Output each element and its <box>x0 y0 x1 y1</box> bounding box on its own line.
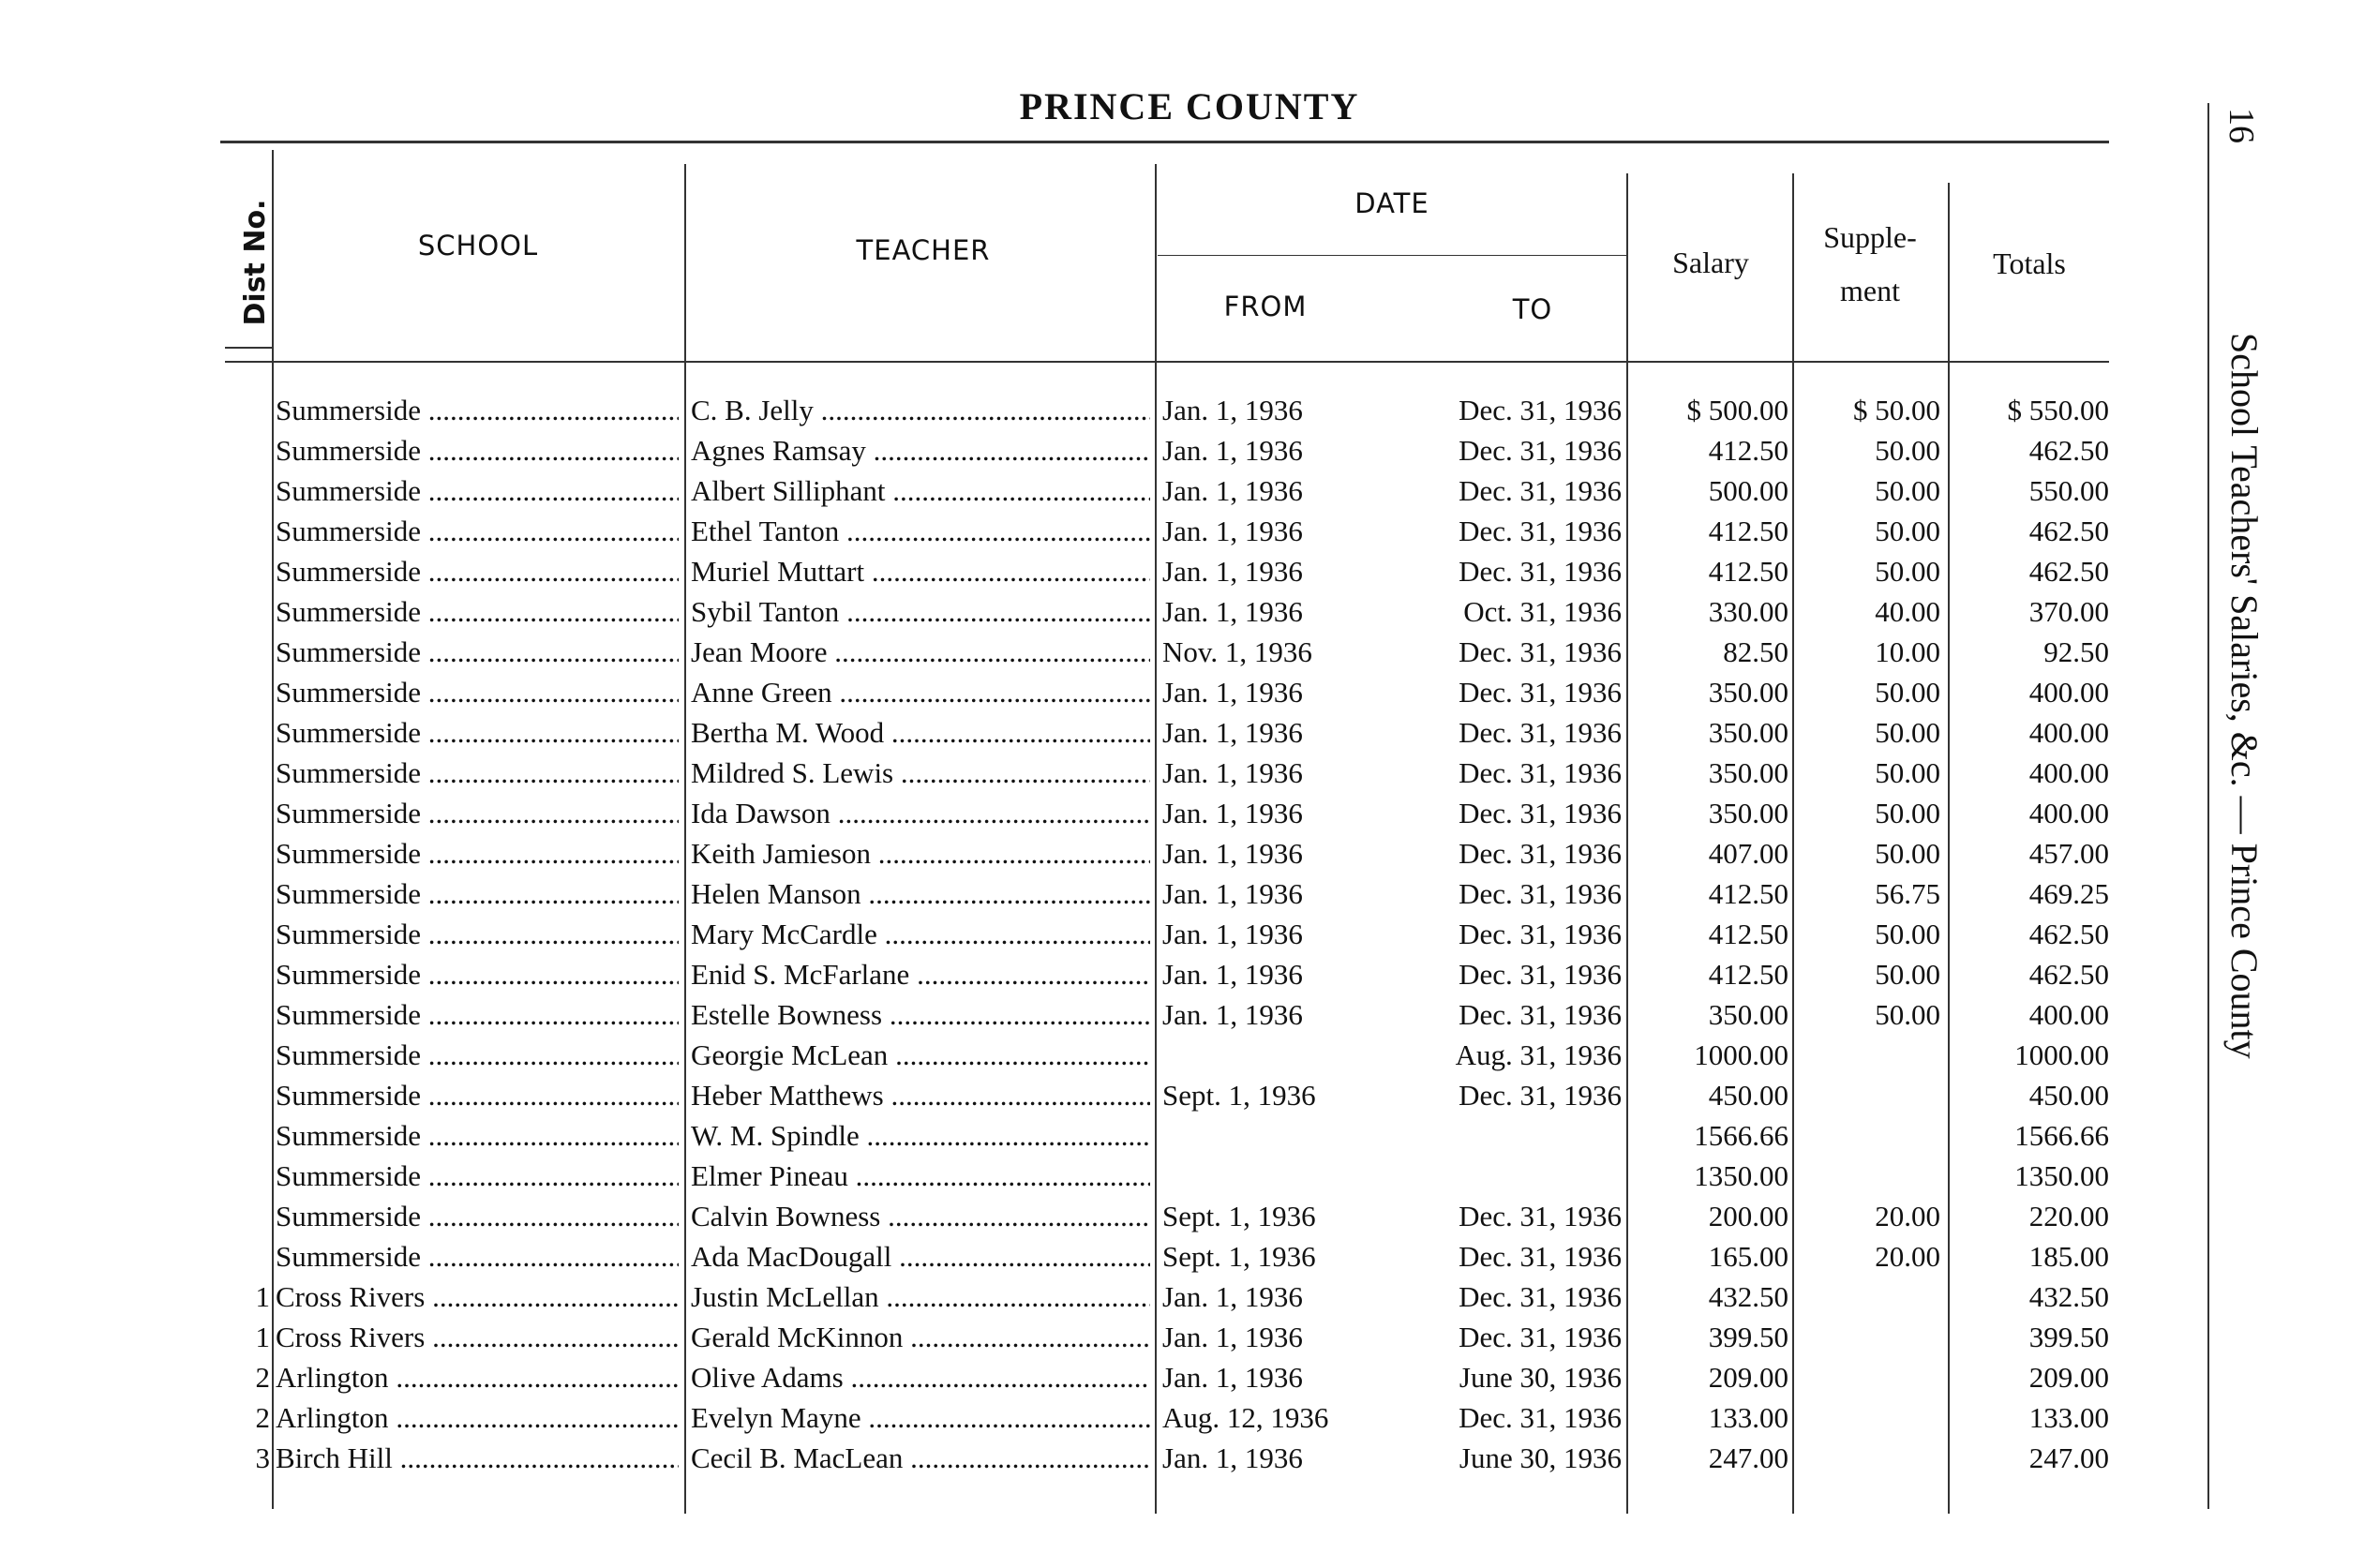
teacher-cell: Cecil B. MacLean ..... <box>691 1441 1150 1475</box>
school-cell: Summerside ..... <box>276 998 679 1032</box>
teacher-cell: Ada MacDougall ..... <box>691 1240 1150 1274</box>
teacher-cell: Georgie McLean ..... <box>691 1038 1150 1072</box>
table-row <box>0 635 2379 676</box>
header-from: FROM <box>1223 291 1308 322</box>
to-date-cell: June 30, 1936 <box>1459 1361 1622 1394</box>
header-supplement-line2: ment <box>1840 274 1900 307</box>
teacher-cell: Heber Matthews ..... <box>691 1079 1150 1113</box>
supplement-cell: 50.00 <box>1875 474 1940 507</box>
total-cell: 450.00 <box>2028 1079 2109 1112</box>
header-dist-no: Dist No. <box>239 199 272 326</box>
table-row <box>0 474 2379 515</box>
teacher-cell: Muriel Muttart ..... <box>691 555 1150 589</box>
supplement-cell: 50.00 <box>1875 998 1940 1031</box>
to-date-cell: Dec. 31, 1936 <box>1459 877 1622 910</box>
teacher-cell: Elmer Pineau ..... <box>691 1159 1150 1193</box>
to-date-cell: Dec. 31, 1936 <box>1459 837 1622 870</box>
table-row <box>0 676 2379 716</box>
teacher-cell: W. M. Spindle ..... <box>691 1119 1150 1153</box>
from-date-cell: Nov. 1, 1936 <box>1162 635 1312 668</box>
to-date-cell: Oct. 31, 1936 <box>1463 595 1622 628</box>
total-cell: 400.00 <box>2028 676 2109 709</box>
to-date-cell: Dec. 31, 1936 <box>1459 676 1622 709</box>
school-cell: Summerside ..... <box>276 837 679 871</box>
dist-cell: 1 <box>255 1321 270 1353</box>
salary-cell: 1350.00 <box>1694 1159 1788 1192</box>
header-school: SCHOOL <box>417 230 539 261</box>
header-teacher: TEACHER <box>856 234 991 266</box>
total-cell: 400.00 <box>2028 756 2109 789</box>
teacher-cell: Sybil Tanton ..... <box>691 595 1150 629</box>
school-cell: Summerside ..... <box>276 474 679 508</box>
salary-cell: 412.50 <box>1708 434 1788 467</box>
table-row <box>0 1079 2379 1119</box>
header-supplement-line1: Supple- <box>1823 220 1917 254</box>
supplement-cell: 50.00 <box>1875 676 1940 709</box>
from-date-cell: Jan. 1, 1936 <box>1162 1441 1303 1474</box>
school-cell: Summerside ..... <box>276 877 679 911</box>
to-date-cell: Dec. 31, 1936 <box>1459 918 1622 950</box>
school-cell: Summerside ..... <box>276 797 679 830</box>
teacher-cell: Gerald McKinnon ..... <box>691 1321 1150 1354</box>
from-date-cell: Jan. 1, 1936 <box>1162 958 1303 991</box>
total-cell: 462.50 <box>2028 434 2109 467</box>
to-date-cell: Dec. 31, 1936 <box>1459 1280 1622 1313</box>
salary-cell: 350.00 <box>1708 716 1788 749</box>
table-row <box>0 394 2379 434</box>
table-row <box>0 918 2379 958</box>
to-date-cell: Dec. 31, 1936 <box>1459 394 1622 426</box>
supplement-cell: 50.00 <box>1875 837 1940 870</box>
school-cell: Summerside ..... <box>276 515 679 548</box>
table-row <box>0 797 2379 837</box>
to-date-cell: Dec. 31, 1936 <box>1459 958 1622 991</box>
to-date-cell: Dec. 31, 1936 <box>1459 756 1622 789</box>
school-cell: Summerside ..... <box>276 1240 679 1274</box>
table-row <box>0 1240 2379 1280</box>
header-date: DATE <box>1354 187 1429 219</box>
from-date-cell: Jan. 1, 1936 <box>1162 756 1303 789</box>
supplement-cell: 10.00 <box>1875 635 1940 668</box>
supplement-cell: 20.00 <box>1875 1240 1940 1273</box>
school-cell: Summerside ..... <box>276 1159 679 1193</box>
from-date-cell: Jan. 1, 1936 <box>1162 1280 1303 1313</box>
dist-cell: 3 <box>255 1441 270 1474</box>
teacher-cell: Olive Adams ..... <box>691 1361 1150 1395</box>
from-date-cell: Sept. 1, 1936 <box>1162 1200 1316 1232</box>
to-date-cell: Dec. 31, 1936 <box>1459 635 1622 668</box>
salary-cell: 350.00 <box>1708 676 1788 709</box>
salary-cell: 412.50 <box>1708 958 1788 991</box>
supplement-cell: 50.00 <box>1875 716 1940 749</box>
table-row <box>0 877 2379 918</box>
running-title: School Teachers' Salaries, &c. — Prince County <box>2223 333 2266 1059</box>
salary-cell: 200.00 <box>1708 1200 1788 1232</box>
total-cell: 133.00 <box>2028 1401 2109 1434</box>
to-date-cell: June 30, 1936 <box>1459 1441 1622 1474</box>
supplement-cell: 50.00 <box>1875 958 1940 991</box>
total-cell: 550.00 <box>2028 474 2109 507</box>
table-row <box>0 837 2379 877</box>
table-row <box>0 1119 2379 1159</box>
teacher-cell: Ida Dawson ..... <box>691 797 1150 830</box>
total-cell: 1350.00 <box>2014 1159 2109 1192</box>
school-cell: Birch Hill ..... <box>276 1441 679 1475</box>
table-row <box>0 1401 2379 1441</box>
from-date-cell: Sept. 1, 1936 <box>1162 1240 1316 1273</box>
supplement-cell: 50.00 <box>1875 797 1940 829</box>
from-date-cell: Jan. 1, 1936 <box>1162 394 1303 426</box>
total-cell: 209.00 <box>2028 1361 2109 1394</box>
salary-cell: 350.00 <box>1708 998 1788 1031</box>
total-cell: 370.00 <box>2028 595 2109 628</box>
table-row <box>0 716 2379 756</box>
school-cell: Summerside ..... <box>276 676 679 709</box>
salary-cell: 247.00 <box>1708 1441 1788 1474</box>
from-date-cell: Jan. 1, 1936 <box>1162 797 1303 829</box>
salary-cell: 407.00 <box>1708 837 1788 870</box>
page-title: PRINCE COUNTY <box>1019 85 1360 127</box>
from-date-cell: Jan. 1, 1936 <box>1162 918 1303 950</box>
total-cell: 92.50 <box>2043 635 2109 668</box>
table-row <box>0 434 2379 474</box>
to-date-cell: Dec. 31, 1936 <box>1459 797 1622 829</box>
total-cell: 432.50 <box>2028 1280 2109 1313</box>
to-date-cell: Dec. 31, 1936 <box>1459 998 1622 1031</box>
salary-cell: 209.00 <box>1708 1361 1788 1394</box>
header-totals: Totals <box>1993 246 2066 280</box>
supplement-cell: $ 50.00 <box>1853 394 1940 426</box>
salary-cell: 450.00 <box>1708 1079 1788 1112</box>
teacher-cell: Albert Silliphant ..... <box>691 474 1150 508</box>
supplement-cell: 50.00 <box>1875 555 1940 588</box>
school-cell: Summerside ..... <box>276 635 679 669</box>
salary-cell: 432.50 <box>1708 1280 1788 1313</box>
school-cell: Arlington ..... <box>276 1361 679 1395</box>
salary-cell: 330.00 <box>1708 595 1788 628</box>
supplement-cell: 56.75 <box>1875 877 1940 910</box>
supplement-cell: 50.00 <box>1875 918 1940 950</box>
from-date-cell: Jan. 1, 1936 <box>1162 555 1303 588</box>
teacher-cell: Mary McCardle ..... <box>691 918 1150 951</box>
total-cell: 462.50 <box>2028 918 2109 950</box>
table-row <box>0 1321 2379 1361</box>
teacher-cell: Agnes Ramsay ..... <box>691 434 1150 468</box>
total-cell: 400.00 <box>2028 716 2109 749</box>
total-cell: 469.25 <box>2028 877 2109 910</box>
salary-cell: 350.00 <box>1708 756 1788 789</box>
teacher-cell: C. B. Jelly ..... <box>691 394 1150 427</box>
to-date-cell: Dec. 31, 1936 <box>1459 555 1622 588</box>
total-cell: 1566.66 <box>2014 1119 2109 1152</box>
to-date-cell: Dec. 31, 1936 <box>1459 474 1622 507</box>
salary-cell: 399.50 <box>1708 1321 1788 1353</box>
total-cell: 457.00 <box>2028 837 2109 870</box>
from-date-cell: Jan. 1, 1936 <box>1162 676 1303 709</box>
dist-cell: 2 <box>255 1401 270 1434</box>
teacher-cell: Calvin Bowness ..... <box>691 1200 1150 1233</box>
total-cell: 462.50 <box>2028 515 2109 547</box>
to-date-cell: Dec. 31, 1936 <box>1459 1079 1622 1112</box>
total-cell: 462.50 <box>2028 958 2109 991</box>
school-cell: Summerside ..... <box>276 1038 679 1072</box>
total-cell: 399.50 <box>2028 1321 2109 1353</box>
to-date-cell: Aug. 31, 1936 <box>1455 1038 1622 1071</box>
school-cell: Summerside ..... <box>276 394 679 427</box>
school-cell: Arlington ..... <box>276 1401 679 1435</box>
teacher-cell: Keith Jamieson ..... <box>691 837 1150 871</box>
from-date-cell: Jan. 1, 1936 <box>1162 716 1303 749</box>
dist-cell: 2 <box>255 1361 270 1394</box>
school-cell: Summerside ..... <box>276 918 679 951</box>
teacher-cell: Justin McLellan ..... <box>691 1280 1150 1314</box>
from-date-cell: Jan. 1, 1936 <box>1162 1361 1303 1394</box>
salary-cell: 350.00 <box>1708 797 1788 829</box>
total-cell: 1000.00 <box>2014 1038 2109 1071</box>
to-date-cell: Dec. 31, 1936 <box>1459 515 1622 547</box>
table-row <box>0 756 2379 797</box>
table-row <box>0 555 2379 595</box>
teacher-cell: Estelle Bowness ..... <box>691 998 1150 1032</box>
table-row <box>0 515 2379 555</box>
school-cell: Summerside ..... <box>276 958 679 992</box>
school-cell: Cross Rivers ..... <box>276 1321 679 1354</box>
supplement-cell: 50.00 <box>1875 515 1940 547</box>
table-row <box>0 1159 2379 1200</box>
school-cell: Summerside ..... <box>276 595 679 629</box>
teacher-cell: Ethel Tanton ..... <box>691 515 1150 548</box>
to-date-cell: Dec. 31, 1936 <box>1459 434 1622 467</box>
from-date-cell: Jan. 1, 1936 <box>1162 595 1303 628</box>
to-date-cell: Dec. 31, 1936 <box>1459 1321 1622 1353</box>
page-number: 16 <box>2222 108 2261 143</box>
total-cell: 400.00 <box>2028 797 2109 829</box>
from-date-cell: Jan. 1, 1936 <box>1162 877 1303 910</box>
to-date-cell: Dec. 31, 1936 <box>1459 1200 1622 1232</box>
total-cell: 462.50 <box>2028 555 2109 588</box>
school-cell: Summerside ..... <box>276 756 679 790</box>
salary-cell: 412.50 <box>1708 515 1788 547</box>
from-date-cell: Jan. 1, 1936 <box>1162 998 1303 1031</box>
total-cell: $ 550.00 <box>2007 394 2109 426</box>
from-date-cell: Jan. 1, 1936 <box>1162 474 1303 507</box>
school-cell: Cross Rivers ..... <box>276 1280 679 1314</box>
from-date-cell: Sept. 1, 1936 <box>1162 1079 1316 1112</box>
header-bottom-rule <box>225 361 2109 363</box>
from-date-cell: Jan. 1, 1936 <box>1162 1321 1303 1353</box>
supplement-cell: 50.00 <box>1875 434 1940 467</box>
date-divider-rule <box>1158 255 1626 256</box>
salary-cell: 82.50 <box>1723 635 1788 668</box>
from-date-cell: Jan. 1, 1936 <box>1162 837 1303 870</box>
from-date-cell: Aug. 12, 1936 <box>1162 1401 1329 1434</box>
teacher-cell: Mildred S. Lewis ..... <box>691 756 1150 790</box>
table-row <box>0 958 2379 998</box>
salary-cell: 412.50 <box>1708 877 1788 910</box>
from-date-cell: Jan. 1, 1936 <box>1162 515 1303 547</box>
salary-cell: 412.50 <box>1708 918 1788 950</box>
from-date-cell: Jan. 1, 1936 <box>1162 434 1303 467</box>
salary-cell: 165.00 <box>1708 1240 1788 1273</box>
supplement-cell: 20.00 <box>1875 1200 1940 1232</box>
school-cell: Summerside ..... <box>276 1079 679 1113</box>
to-date-cell: Dec. 31, 1936 <box>1459 1240 1622 1273</box>
dist-header-rule <box>225 347 272 349</box>
teacher-cell: Evelyn Mayne ..... <box>691 1401 1150 1435</box>
teacher-cell: Bertha M. Wood ..... <box>691 716 1150 750</box>
school-cell: Summerside ..... <box>276 1119 679 1153</box>
school-cell: Summerside ..... <box>276 716 679 750</box>
teacher-cell: Anne Green ..... <box>691 676 1150 709</box>
total-cell: 220.00 <box>2028 1200 2109 1232</box>
table-row <box>0 1280 2379 1321</box>
salary-cell: 133.00 <box>1708 1401 1788 1434</box>
salary-cell: 1566.66 <box>1694 1119 1788 1152</box>
salary-cell: 1000.00 <box>1694 1038 1788 1071</box>
top-rule <box>220 141 2109 143</box>
supplement-cell: 50.00 <box>1875 756 1940 789</box>
total-cell: 400.00 <box>2028 998 2109 1031</box>
to-date-cell: Dec. 31, 1936 <box>1459 1401 1622 1434</box>
table-row <box>0 1441 2379 1482</box>
salary-cell: 412.50 <box>1708 555 1788 588</box>
teacher-cell: Helen Manson ..... <box>691 877 1150 911</box>
school-cell: Summerside ..... <box>276 1200 679 1233</box>
total-cell: 185.00 <box>2028 1240 2109 1273</box>
school-cell: Summerside ..... <box>276 434 679 468</box>
total-cell: 247.00 <box>2028 1441 2109 1474</box>
salary-cell: 500.00 <box>1708 474 1788 507</box>
teacher-cell: Jean Moore ..... <box>691 635 1150 669</box>
school-cell: Summerside ..... <box>276 555 679 589</box>
table-row <box>0 1361 2379 1401</box>
supplement-cell: 40.00 <box>1875 595 1940 628</box>
table-row <box>0 998 2379 1038</box>
header-salary: Salary <box>1672 246 1749 279</box>
header-to: TO <box>1512 293 1553 325</box>
dist-cell: 1 <box>255 1280 270 1313</box>
table-row <box>0 1200 2379 1240</box>
salary-cell: $ 500.00 <box>1686 394 1788 426</box>
table-row <box>0 595 2379 635</box>
table-row <box>0 1038 2379 1079</box>
teacher-cell: Enid S. McFarlane ..... <box>691 958 1150 992</box>
to-date-cell: Dec. 31, 1936 <box>1459 716 1622 749</box>
